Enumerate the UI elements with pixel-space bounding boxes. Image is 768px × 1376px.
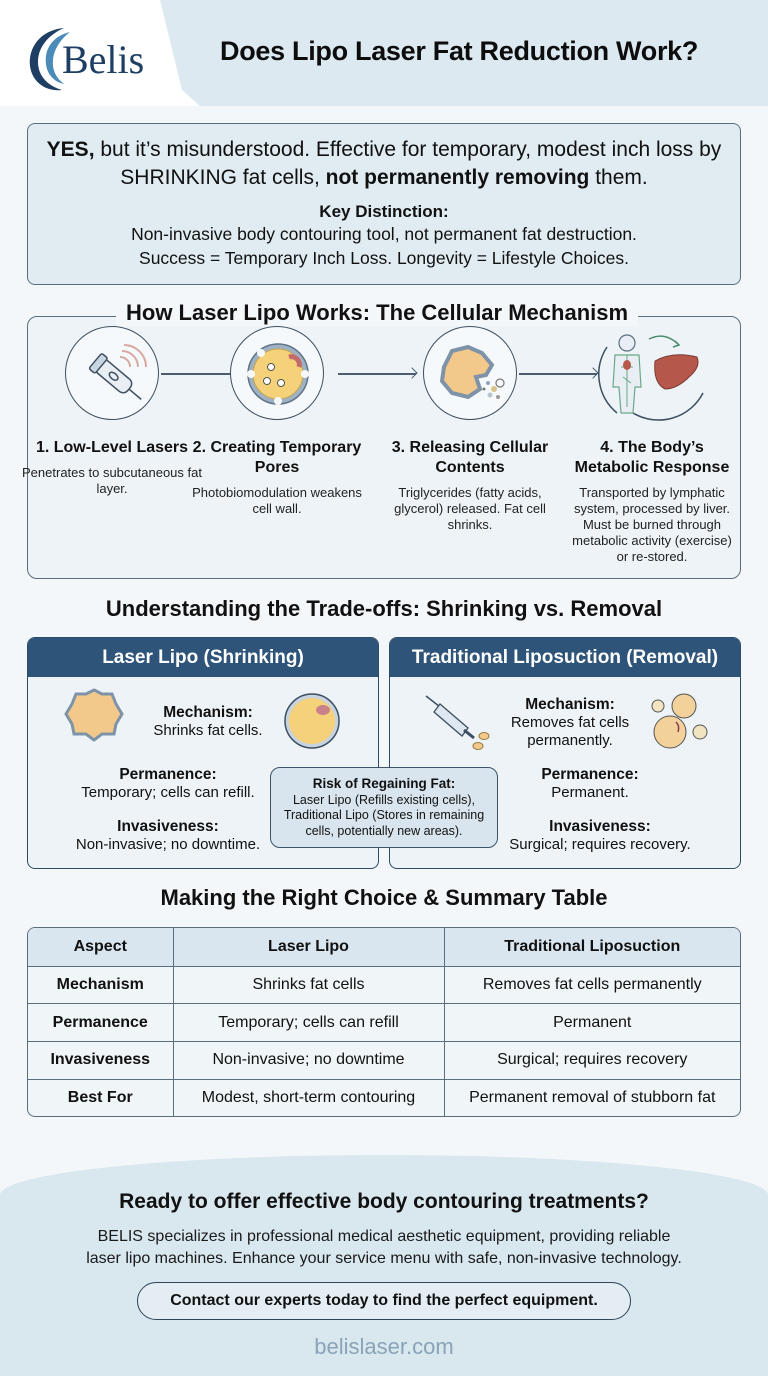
permanence-value: Temporary; cells can refill.: [81, 784, 255, 801]
aspect-cell: Invasiveness: [28, 1041, 173, 1079]
summary-box: [27, 123, 741, 285]
invasiveness-label: Invasiveness:: [117, 818, 219, 835]
body-liver-icon: [592, 326, 712, 420]
logo-text: Belis: [62, 37, 145, 82]
summary-lead: [28, 136, 740, 192]
permanence-value: Permanent.: [551, 784, 629, 801]
risk-line-2: Traditional Lipo (Stores in remaining: [283, 808, 485, 822]
step-title: 1. Low-Level Lasers: [35, 439, 189, 456]
cannula-icon: [424, 694, 496, 752]
step-title: 2. Creating Temporary Pores: [192, 439, 362, 476]
step-1: [22, 326, 202, 497]
step-desc: Triglycerides (fatty acids, glycerol) released. Fat cell shrinks.: [394, 485, 546, 532]
step-4: [566, 326, 738, 565]
website-link[interactable]: belislaser.com: [314, 1334, 454, 1359]
lead-text-2: them.: [589, 166, 648, 189]
laser-handpiece-icon: [65, 326, 159, 420]
key-distinction-line-1: Non-invasive body contouring tool, not permanent fat destruction.: [131, 224, 637, 244]
cta-description: [0, 1226, 768, 1270]
cta-line-1: BELIS specializes in professional medical aesthetic equipment, providing reliable: [97, 1228, 671, 1245]
cta-line-2: laser lipo machines. Enhance your service menu with safe, non-invasive technology.: [86, 1250, 682, 1267]
traditional-cell: Removes fat cells permanently: [444, 966, 740, 1004]
traditional-mechanism: [500, 696, 640, 750]
step-desc: Transported by lymphatic system, processed by liver. Must be burned through metabolic activity (exercise) or re-stored.: [572, 485, 732, 564]
belis-logo[interactable]: [26, 24, 156, 94]
shrunken-fat-cell-icon: [64, 686, 124, 742]
step-title: 3. Releasing Cellular Contents: [391, 439, 549, 476]
step-desc: Penetrates to subcutaneous fat layer.: [22, 465, 202, 496]
table-header-row: [28, 928, 740, 966]
fat-cell-pores-icon: [230, 326, 324, 420]
cta-title: Ready to offer effective body contouring treatments?: [119, 1190, 649, 1213]
summary-table: [27, 927, 741, 1117]
card-header: Traditional Liposuction (Removal): [390, 638, 740, 677]
lead-bold: not permanently removing: [325, 166, 590, 189]
table-row: [28, 1079, 740, 1116]
step-2: [187, 326, 367, 517]
laser-mechanism: [138, 704, 278, 740]
mechanism-title: How Laser Lipo Works: The Cellular Mechanism: [116, 300, 638, 326]
traditional-cell: Permanent: [444, 1004, 740, 1042]
traditional-cell: Surgical; requires recovery: [444, 1041, 740, 1079]
key-distinction-line-2: Success = Temporary Inch Loss. Longevity = Lifestyle Choices.: [139, 248, 629, 268]
risk-line-1: Laser Lipo (Refills existing cells),: [292, 792, 475, 807]
invasiveness-value: Non-invasive; no downtime.: [75, 836, 261, 853]
page-title: Does Lipo Laser Fat Reduction Work?: [220, 36, 699, 66]
aspect-cell: Permanence: [28, 1004, 173, 1042]
contact-experts-button[interactable]: Contact our experts today to find the perfect equipment.: [137, 1282, 631, 1320]
risk-line-3: cells, potentially new areas).: [305, 823, 463, 838]
fat-cells-cluster-icon: [650, 692, 712, 752]
laser-permanence: [68, 766, 268, 802]
table-row: [28, 1041, 740, 1079]
key-distinction-title: Key Distinction:: [319, 202, 449, 221]
fat-cell-release-icon: [423, 326, 517, 420]
step-desc: Photobiomodulation weakens cell wall.: [192, 485, 362, 516]
step-3: [380, 326, 560, 533]
permanence-label: Permanence:: [119, 766, 217, 783]
traditional-cell: Permanent removal of stubborn fat: [444, 1079, 740, 1116]
mechanism-value: Removes fat cells permanently.: [510, 714, 630, 749]
table-title: Making the Right Choice & Summary Table: [160, 885, 608, 910]
mechanism-value: Shrinks fat cells.: [153, 722, 263, 739]
mechanism-label: Mechanism:: [163, 704, 253, 721]
step-title: 4. The Body’s Metabolic Response: [574, 439, 730, 476]
laser-invasiveness: [68, 818, 268, 854]
table-row: [28, 1004, 740, 1042]
table-row: [28, 966, 740, 1004]
lead-text-1: but it’s misunderstood. Effective for temporary, modest inch loss by SHRINKING fat cells,: [94, 138, 722, 189]
traditional-permanence: [500, 766, 680, 802]
laser-cell: Temporary; cells can refill: [173, 1004, 444, 1042]
risk-callout: [270, 767, 498, 848]
aspect-cell: Mechanism: [28, 966, 173, 1004]
permanence-label: Permanence:: [541, 766, 639, 783]
column-header: Aspect: [28, 928, 173, 966]
invasiveness-label: Invasiveness:: [549, 818, 651, 835]
risk-title: Risk of Regaining Fat:: [312, 776, 456, 791]
column-header: Traditional Liposuction: [444, 928, 740, 966]
laser-cell: Modest, short-term contouring: [173, 1079, 444, 1116]
card-header: Laser Lipo (Shrinking): [28, 638, 378, 677]
yes-label: YES,: [46, 138, 95, 161]
invasiveness-value: Surgical; requires recovery.: [509, 836, 691, 853]
tradeoffs-title: Understanding the Trade-offs: Shrinking vs. Removal: [105, 596, 663, 621]
traditional-invasiveness: [490, 818, 710, 854]
laser-cell: Non-invasive; no downtime: [173, 1041, 444, 1079]
column-header: Laser Lipo: [173, 928, 444, 966]
mechanism-label: Mechanism:: [525, 696, 615, 713]
laser-cell: Shrinks fat cells: [173, 966, 444, 1004]
header: [0, 0, 768, 106]
aspect-cell: Best For: [28, 1079, 173, 1116]
full-fat-cell-icon: [283, 692, 341, 750]
